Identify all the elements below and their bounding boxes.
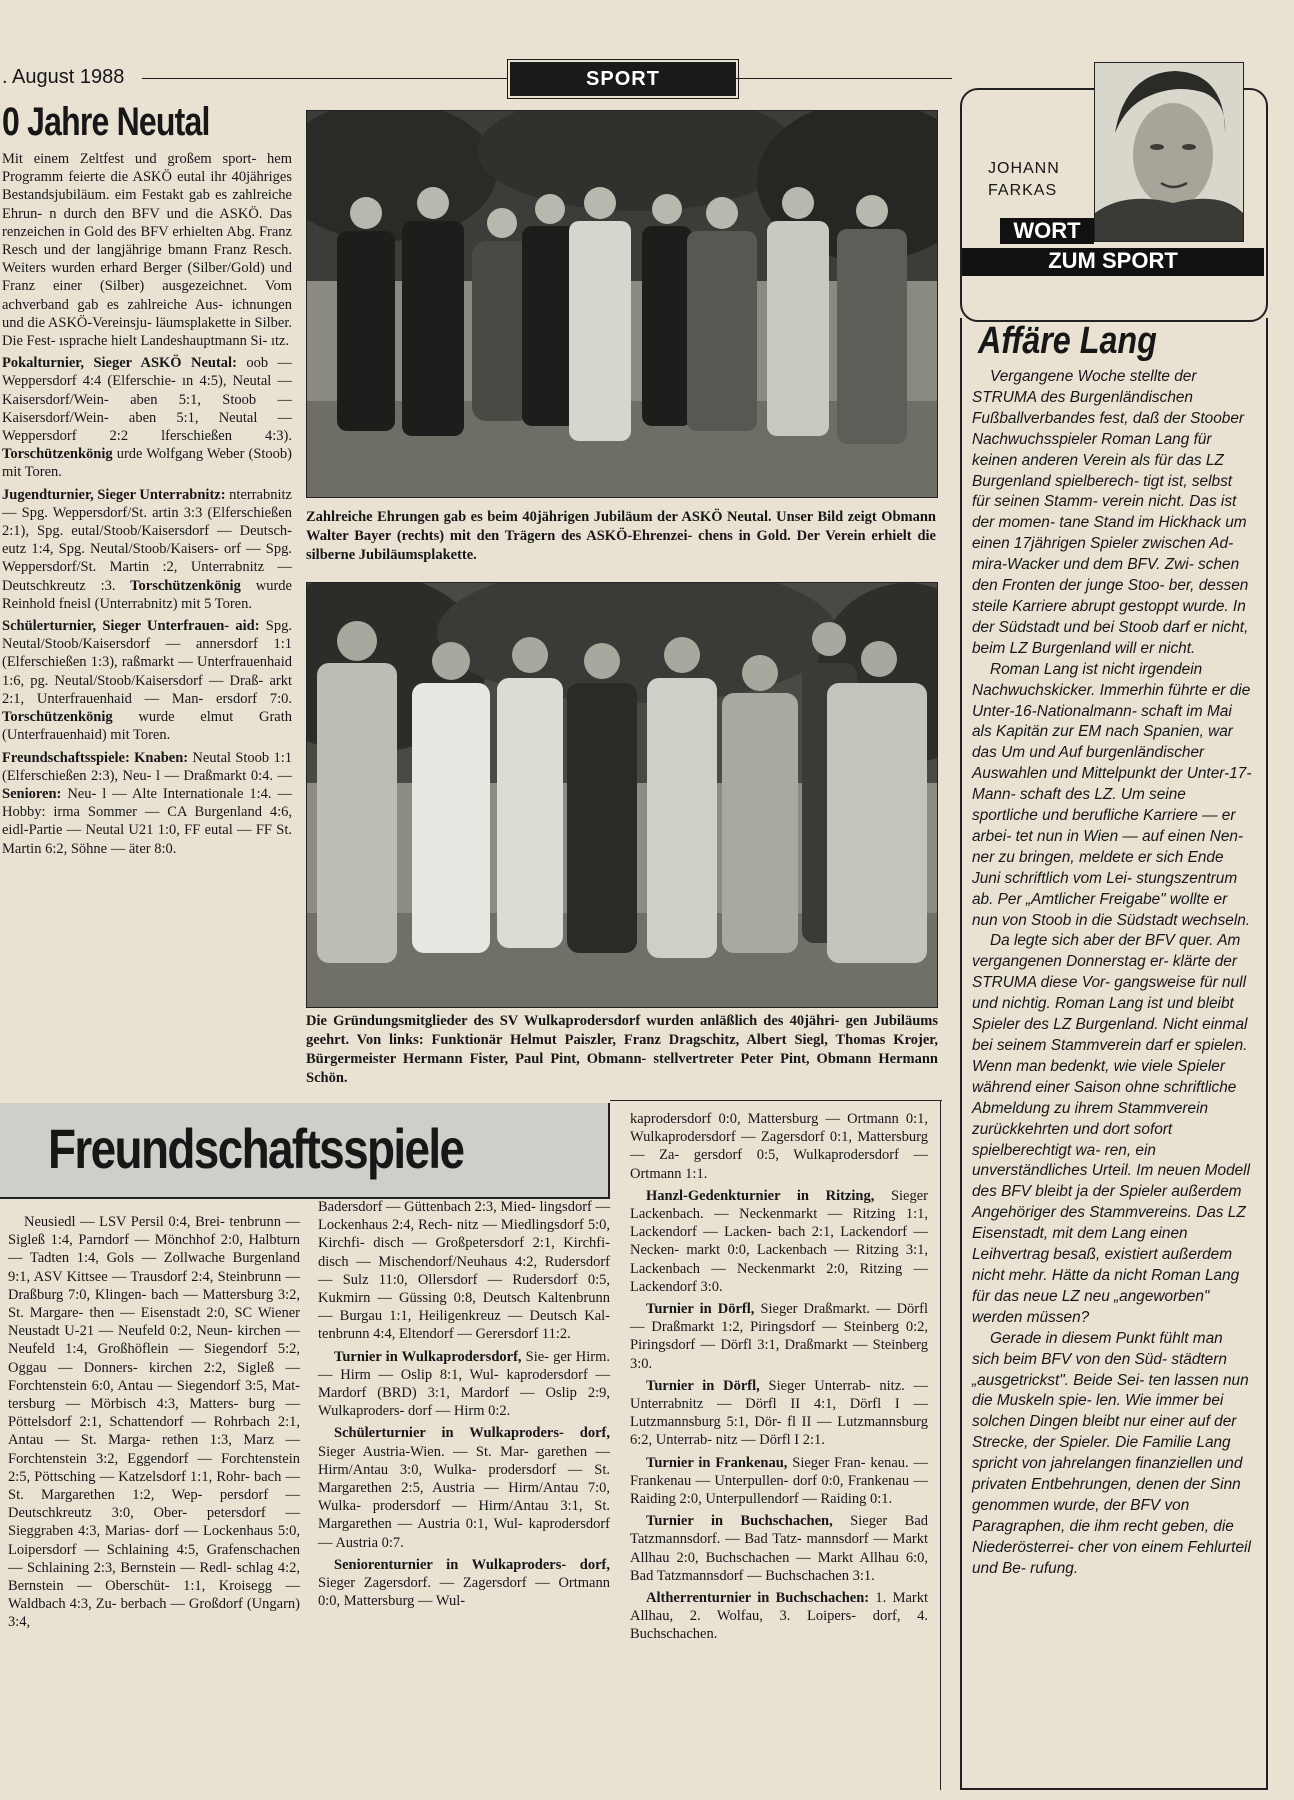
commentary-paragraph: Da legte sich aber der BFV quer. Am vergangenen Donnerstag er- klärte der STRUMA diese Vor- gangsweise für null und nichtig. Roman Lang ist und bleibt Spieler des LZ Burgenland. Nicht einmal bei seinem Stammverein darf er spielen. Wenn man bedenkt, wie viele Spieler während einer Saison ohne schriftliche Abmeldung zu ihrem Stammverein zurückkehrten und dort sofort spielberechtigt wa- ren, ein unverständliches Urteil. Im neuen Modell des BFV bleibt ja der Spieler außerdem Angehöriger des Stammvereins. Das LZ Eisenstadt, mit dem Lang einen Leihvertrag besaß, existiert außerdem nicht mehr. Hätte da nicht Roman Lang für das neue LZ neu „angeworben" werden müssen? <box>972 932 1251 1326</box>
result-block: Altherrenturnier in Buchschachen: 1. Markt Allhau, 2. Wolfau, 3. Loipers- dorf, 4. Buchschachen. <box>630 1590 928 1643</box>
article-intro-paragraph: Mit einem Zeltfest und großem sport- hem Programm feierte die ASKÖ eutal ihr 40jähriges Bestandsjubiläum. eim Festakt gab es zahlreiche Ehrun- n durch den BFV und die ASKÖ. Das renzeichen in Gold des BFV erhielten Abg. Franz Resch und der langjährige bmann Franz Resch. Weiters wurden erhard Berger (Silber/Gold) und Franz einer (Silber) ausgezeichnet. Vom achverband gab es zahlreiche Aus- ichnungen und die ASKÖ-Vereinsju- läumsplakette in Silber. Die Fest- ısprache hielt Landeshauptmann Si- ıtz. <box>2 151 292 350</box>
photo-caption-neutal: Zahlreiche Ehrungen gab es beim 40jährigen Jubiläum der ASKÖ Neutal. Unser Bild zeigt Obmann Walter Bayer (rechts) mit den Trägern des ASKÖ-Ehrenzei- chens in Gold. Der Verein erhielt die silberne Jubiläumsplakette. <box>306 509 936 563</box>
column-logo-line2: ZUM SPORT <box>962 248 1264 276</box>
group-photo-image <box>307 583 937 1007</box>
group-photo-wulkaprodersdorf <box>306 582 938 1008</box>
result-block: Freundschaftsspiele: Knaben: Neutal Stoob 1:1 (Elferschießen 2:3), Neu- l — Draßmarkt 0:4. — Senioren: Neu- l — Alte Internationale 1:4. — Hobby: irma Sommer — CA Burgenland 4:6, eidl-Partie — Neutal U21 1:0, FF eutal — FF St. Martin 6:2, Söhne — äter 8:0. <box>2 749 292 857</box>
result-block: Pokalturnier, Sieger ASKÖ Neutal: oob — Weppersdorf 4:4 (Elferschie- ın 4:5), Neutal — Kaisersdorf/Wein- aben 5:1, Stoob — Kaisersdorf/Wein- aben 5:1, Neutal — Weppersdorf 2:2 lferschießen 4:3). Torschützenkönig urde Wolfgang Weber (Stoob) mit Toren. <box>2 355 293 481</box>
results-column-2: Badersdorf — Güttenbach 2:3, Mied- lingsdorf — Lockenhaus 2:4, Rech- nitz — Miedlingsdorf 5:0, Kirchfi- disch — Großpetersdorf 2:1, Kirchfi- disch — Mischendorf/Neuhaus 4:2, Rudersdorf — Sulz 11:0, Ollersdorf — Rudersdorf 0:5, Kukmirn — Güssing 0:8, Deutsch Kaltenbrunn — Burgau 1:1, Heiligenkreuz — Deutsch Kal- tenbrunn 4:4, Eltendorf — Gerersdorf 11:2. Turnier in Wulkaprodersdorf, Sie- ger Hirm. — Hirm — Oslip 8:1, Wul- kaprodersdorf — Mardorf (BRD) 3:1, Mardorf — Oslip 2:9, Wulkaproders- dorf — Hirm 0:2. Schülerturnier in Wulkaproders- dorf, Sieger Austria-Wien. — St. Mar- garethen — Hirm/Antau 3:0, Wulka- prodersdorf — St. Margarethen 2:5, Austria — Hirm/Antau 7:0, Wulka- prodersdorf — Hirm/Antau 3:1, St. Margarethen — Austria 0:1, Wul- kaprodersdorf — Austria 0:7. Seniorenturnier in Wulkaproders- dorf, Sieger Zagersdorf. — Zagersdorf — Ortmann 0:0, Mattersburg — Wul- <box>318 1199 610 1610</box>
column-logo-line1: WORT <box>1000 218 1094 244</box>
results-column-3: kaprodersdorf 0:0, Mattersburg — Ortmann 0:1, Wulkaprodersdorf — Zagersdorf 0:1, Mattersburg — Za- gersdorf 0:5, Wulkaprodersdorf — Ortmann 1:1. Hanzl-Gedenkturnier in Ritzing, Sieger Lackenbach. — Neckenmarkt — Ritzing 1:1, Lackendorf — Lacken- bach 2:1, Lackendorf — Necken- markt 0:0, Lackenbach — Ritzing 3:1, Lackenbach — Neckenmarkt 2:0, Ritzing — Lackendorf 3:0. Turnier in Dörfl, Sieger Draßmarkt. — Dörfl — Draßmarkt 1:2, Piringsdorf — Steinberg 0:2, Piringsdorf — Dörfl 3:1, Draßmarkt — Steinberg 3:0. Turnier in Dörfl, Sieger Unterrab- nitz. — Unterrabnitz — Dörfl II 4:1, Dörfl I — Lutzmannsburg 5:1, Dör- fl II — Lutzmannsburg 6:2, Unterrab- nitz — Dörfl I 2:1. Turnier in Frankenau, Sieger Fran- kenau. — Frankenau — Unterpullen- dorf 0:0, Frankenau — Raiding 2:0, Unterpullendorf — Raiding 0:1. Turnier in Buchschachen, Sieger Bad Tatzmannsdorf. — Bad Tatz- mannsdorf — Markt Allhau 2:0, Buchschachen — Markt Allhau 6:0, Bad Tatzmannsdorf — Buchschachen 3:1. Altherrenturnier in Buchschachen: 1. Markt Allhau, 2. Wolfau, 3. Loipers- dorf, 4. Buchschachen. <box>630 1111 929 1643</box>
article-body-neutal <box>2 150 292 862</box>
result-block: Seniorenturnier in Wulkaproders- dorf, Sieger Zagersdorf. — Zagersdorf — Ortmann 0:0, Mattersburg — Wul- <box>318 1556 610 1610</box>
result-block: Schülerturnier, Sieger Unterfrauen- aid: Spg. Neutal/Stoob/Kaisersdorf — annersdorf 1:1 (Elferschießen 1:3), raßmarkt — Unterfrauenhaid 1:6, pg. Neutal/Stoob/Kaisersdorf — Draß- arkt 2:1, Unterfrauenhaid — Man- ersdorf 7:0. Torschützenkönig wurde elmut Grath (Unterfrauenhaid) mit Toren. <box>2 618 292 744</box>
result-block: Turnier in Buchschachen, Sieger Bad Tatzmannsdorf. — Bad Tatz- mannsdorf — Markt Allhau 2:0, Buchschachen — Markt Allhau 6:0, Bad Tatzmannsdorf — Buchschachen 3:1. <box>630 1513 929 1584</box>
header-rule-left <box>142 78 508 79</box>
section-banner-title: Freundschaftsspiele <box>48 1117 464 1180</box>
group-photo-neutal <box>306 110 938 498</box>
section-divider <box>610 1100 942 1101</box>
result-block: Turnier in Wulkaprodersdorf, Sie- ger Hirm. — Hirm — Oslip 8:1, Wul- kaprodersdorf — Mardorf (BRD) 3:1, Mardorf — Oslip 2:9, Wulkaproders- dorf — Hirm 0:2. <box>318 1348 610 1420</box>
result-block: Turnier in Dörfl, Sieger Draßmarkt. — Dörfl — Draßmarkt 1:2, Piringsdorf — Steinberg 0:2, Piringsdorf — Dörfl 3:1, Draßmarkt — Steinberg 3:0. <box>630 1301 928 1372</box>
results-column-1: Neusiedl — LSV Persil 0:4, Brei- tenbrunn — Sigleß 1:4, Parndorf — Mönchhof 2:0, Halbturn — Tadten 1:4, Gols — Zollwache Burgenland 9:1, ASV Kittsee — Trausdorf 2:4, Steinbrunn — Draßburg 7:0, Klingen- bach — Mattersburg 3:2, St. Margare- then — Eisenstadt 2:0, SC Wiener Neustadt U-21 — Neufeld 0:2, Neun- kirchen — Neufeld 1:4, Großhöflein — Siegendorf 5:2, Oggau — Donners- kirchen 2:2, Sigleß — Forchtenstein 6:0, Antau — Siegendorf 3:5, Mat- tersburg — Mörbisch 4:3, Matters- burg — Pöttelsdorf 2:1, Schattendorf — Rohrbach 2:1, Antau — St. Marga- rethen 1:3, Marz — Forchtenstein 3:2, Eggendorf — Forchtenstein 2:5, Pöttsching — Katzelsdorf 1:1, Rohr- bach — St. Margarethen 1:2, Wep- persdorf — Deutschkreutz 3:0, Ober- petersdorf — Sieggraben 4:3, Marias- dorf — Lockenhaus 5:0, Loipersdorf — Schlaining 4:5, Grafenschachen — Schlaining 2:3, Bernstein — Redl- schlag 4:2, Bernstein — Oberschüt- 1:1, Kroisegg — Waldbach 4:3, Zu- berbach — Großdorf (Ungarn) 3:4, <box>8 1214 300 1631</box>
author-portrait-image <box>1095 63 1243 241</box>
article-headline: 0 Jahre Neutal <box>2 100 210 144</box>
commentary-paragraph: Gerade in diesem Punkt fühlt man sich beim BFV von den Süd- städtern „ausgetrickst". Beide Sei- ten lassen nun die Muskeln spie- len. Wie immer bei solchen Dingen bleibt nur einer auf der Strecke, der Spieler. Die Familie Lang spricht von jahrelangen finanziellen und privaten Entbehrungen, denen der Sinn genommen wurde, der BFV von Paragraphen, die ihm recht geben, die Niederösterrei- cher von einem Fehlurteil und Be- rufung. <box>972 1329 1251 1577</box>
header-rule-right <box>734 78 952 79</box>
section-label: SPORT <box>510 62 736 96</box>
result-block: Turnier in Dörfl, Sieger Unterrab- nitz. — Unterrabnitz — Dörfl II 4:1, Dörfl I — Lutzmannsburg 5:1, Dör- fl II — Lutzmannsburg 6:2, Unterrab- nitz — Dörfl I 2:1. <box>630 1377 928 1449</box>
column-divider <box>940 1100 941 1790</box>
result-block: Turnier in Frankenau, Sieger Fran- kenau. — Frankenau — Unterpullen- dorf 0:0, Frankenau — Raiding 2:0, Unterpullendorf — Raiding 0:1. <box>630 1454 928 1508</box>
group-photo-image <box>307 111 937 497</box>
commentary-body <box>972 367 1254 1580</box>
issue-date: . August 1988 <box>2 66 125 88</box>
commentary-headline: Affäre Lang <box>978 320 1157 362</box>
author-portrait <box>1094 62 1244 242</box>
result-block: Schülerturnier in Wulkaproders- dorf, Sieger Austria-Wien. — St. Mar- garethen — Hirm/Antau 3:0, Wulka- prodersdorf — St. Margarethen 2:5, Austria — Hirm/Antau 7:0, Wulka- prodersdorf — Hirm/Antau 3:1, St. Margarethen — Austria 0:1, Wul- kaprodersdorf — Austria 0:7. <box>318 1425 610 1551</box>
commentary-paragraph: Vergangene Woche stellte der STRUMA des Burgenländischen Fußballverbandes fest, daß der Stoober Nachwuchsspieler Roman Lang für keinen anderen Verein als für das LZ Burgenland spielberech- tigt ist, selbst für seinen Stamm- verein nicht. Das ist der momen- tane Stand im Hickhack um einen 17jährigen Spieler zwischen Ad- mira-Wacker und dem BFV. Zwi- schen den Fronten der junge Stoo- ber, dessen steile Karriere abrupt gestoppt wurde. In der Südstadt und bei Stoob darf er nicht, beim LZ Burgenland will er nicht. <box>972 368 1249 657</box>
result-block: Hanzl-Gedenkturnier in Ritzing, Sieger Lackenbach. — Neckenmarkt — Ritzing 1:1, Lackendorf — Lacken- bach 2:1, Lackendorf — Necken- markt 0:0, Lackenbach — Ritzing 3:1, Lackenbach — Neckenmarkt 2:0, Ritzing — Lackendorf 3:0. <box>630 1187 928 1295</box>
commentary-paragraph: Roman Lang ist nicht irgendein Nachwuchskicker. Immerhin führte er die Unter-16-Nationalmann- schaft im Mai als Kapitän zur EM nach Spanien, war das Um und Auf burgenländischer Auswahlen und Mittelpunkt der Unter-17-Mann- schaft des LZ. Um seine sportliche und berufliche Karriere — er arbei- tet nun in Wien — auf einen Nen- ner zu bringen, meldete er sich Ende Juni schriftlich vom Lei- stungszentrum ab. Per „Amtlicher Freigabe" wollte er nun von Stoob in die Südstadt wechseln. <box>972 660 1252 929</box>
result-block: Jugendturnier, Sieger Unterrabnitz: nterrabnitz — Spg. Weppersdorf/St. artin 3:3 (Elferschießen 2:1), Spg. eutal/Stoob/Kaisersdorf — Deutsch- eutz 1:4, Spg. Neutal/Stoob/Kaisers- orf — Spg. Weppersdorf/St. Martin :2, Unterrabnitz — Deutschkreutz :3. Torschützenkönig wurde Reinhold fneisl (Unterrabnitz) mit 5 Toren. <box>2 486 292 612</box>
photo-caption-wulkaprodersdorf: Die Gründungsmitglieder des SV Wulkaprodersdorf wurden anläßlich des 40jähri- gen Jubiläums geehrt. Von links: Funktionär Helmut Paiszler, Franz Dragschitz, Albert Siegl, Thomas Krojer, Bürgermeister Hermann Fister, Paul Pint, Obmann- stellvertreter Peter Pint, Obmann Hermann Schön. <box>306 1013 938 1086</box>
author-name: JOHANN FARKAS <box>988 160 1060 199</box>
